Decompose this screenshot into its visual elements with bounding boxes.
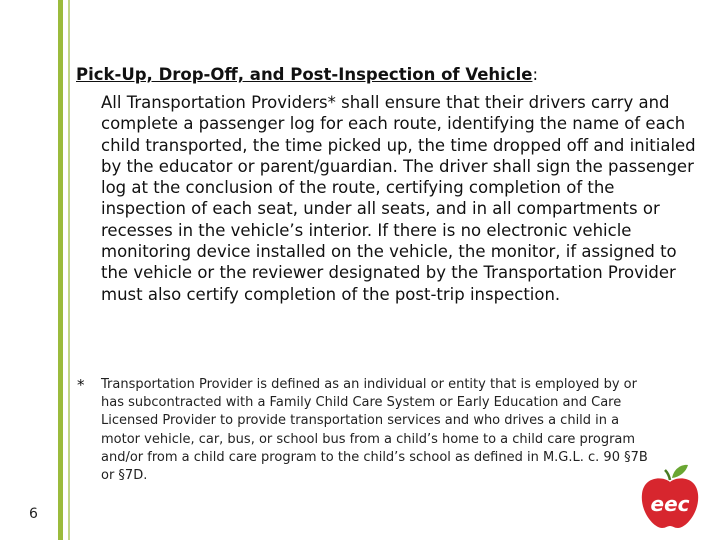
margin-line xyxy=(58,0,63,540)
section-title: Pick-Up, Drop-Off, and Post-Inspection of Vehicle xyxy=(76,65,533,84)
logo-text: eec xyxy=(650,492,690,516)
footnote-marker: * xyxy=(77,376,85,394)
body-paragraph: All Transportation Providers* shall ensure that their drivers carry and complete a passenger log for each route, identifying the name of each child transported, the time picked up, the time dropped off and initialed by the educator or parent/guardian. The driver shall sign the passenger log at the conclusion of the route, certifying completion of the inspection of each seat, under all seats, and in all compartments or recesses in the vehicle’s interior. If there is no electronic vehicle monitoring device installed on the vehicle, the monitor, if assigned to the vehicle or the reviewer designated by the Transportation Provider must also certify completion of the post-trip inspection. xyxy=(101,93,696,304)
page-number: 6 xyxy=(29,506,38,522)
section-heading xyxy=(76,64,696,86)
footnote-text: Transportation Provider is defined as an individual or entity that is employed by or has subcontracted with a Family Child Care System or Early Education and Care Licensed Provider to provide transportation services and who drives a child in a motor vehicle, car, bus, or school bus from a child’s home to a child care program and/or from a child care program to the child’s school as defined in M.G.L. c. 90 §7B or §7D. xyxy=(101,377,648,484)
stem-icon xyxy=(665,470,670,480)
eec-apple-logo xyxy=(636,462,704,530)
margin-line-light xyxy=(68,0,70,540)
leaf-icon xyxy=(672,465,688,478)
heading-colon: : xyxy=(532,65,538,84)
